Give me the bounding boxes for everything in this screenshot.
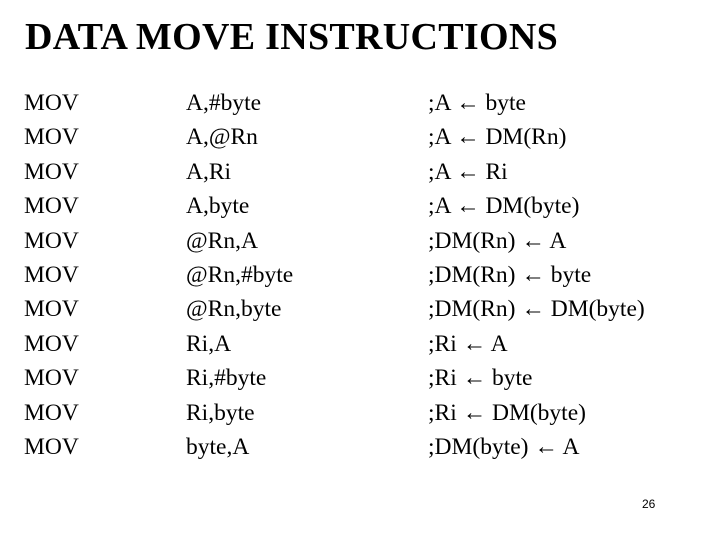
- opcode: MOV: [24, 193, 79, 220]
- comment: ;DM(Rn) ← DM(byte): [428, 296, 645, 323]
- instruction-row: [0, 292, 720, 326]
- operands: Ri,#byte: [186, 365, 267, 392]
- operands: @Rn,byte: [186, 296, 282, 323]
- operands: @Rn,A: [186, 227, 258, 254]
- opcode: MOV: [24, 158, 79, 185]
- page-number: 26: [642, 497, 656, 511]
- opcode: MOV: [24, 261, 79, 288]
- comment: ;DM(byte) ← A: [428, 433, 580, 460]
- opcode: MOV: [24, 365, 79, 392]
- comment: ;Ri ← byte: [428, 365, 533, 392]
- operands: A,@Rn: [186, 124, 258, 151]
- instruction-row: [0, 430, 720, 464]
- instruction-row: [0, 258, 720, 292]
- opcode: MOV: [24, 227, 79, 254]
- comment: ;Ri ← DM(byte): [428, 399, 586, 426]
- comment: ;DM(Rn) ← A: [428, 227, 567, 254]
- comment: ;A ← Ri: [428, 158, 508, 185]
- operands: A,byte: [186, 193, 250, 220]
- instruction-row: [0, 396, 720, 430]
- instruction-row: [0, 361, 720, 395]
- instruction-row: [0, 86, 720, 120]
- instruction-row: [0, 120, 720, 154]
- instruction-row: [0, 224, 720, 258]
- opcode: MOV: [24, 296, 79, 323]
- comment: ;A ← byte: [428, 90, 526, 116]
- slide-title: DATA MOVE INSTRUCTIONS: [25, 16, 559, 58]
- comment: ;A ← DM(byte): [428, 193, 580, 220]
- operands: @Rn,#byte: [186, 261, 294, 288]
- instruction-list: [0, 86, 720, 464]
- operands: A,#byte: [186, 90, 262, 116]
- operands: Ri,byte: [186, 399, 255, 426]
- comment: ;Ri ← A: [428, 330, 508, 357]
- operands: Ri,A: [186, 330, 232, 357]
- opcode: MOV: [24, 330, 79, 357]
- opcode: MOV: [24, 90, 79, 116]
- instruction-row: [0, 189, 720, 223]
- comment: ;A ← DM(Rn): [428, 124, 567, 151]
- opcode: MOV: [24, 124, 79, 151]
- operands: byte,A: [186, 433, 250, 460]
- operands: A,Ri: [186, 158, 232, 185]
- opcode: MOV: [24, 399, 79, 426]
- opcode: MOV: [24, 433, 79, 460]
- comment: ;DM(Rn) ← byte: [428, 261, 592, 288]
- instruction-row: [0, 327, 720, 361]
- instruction-row: [0, 155, 720, 189]
